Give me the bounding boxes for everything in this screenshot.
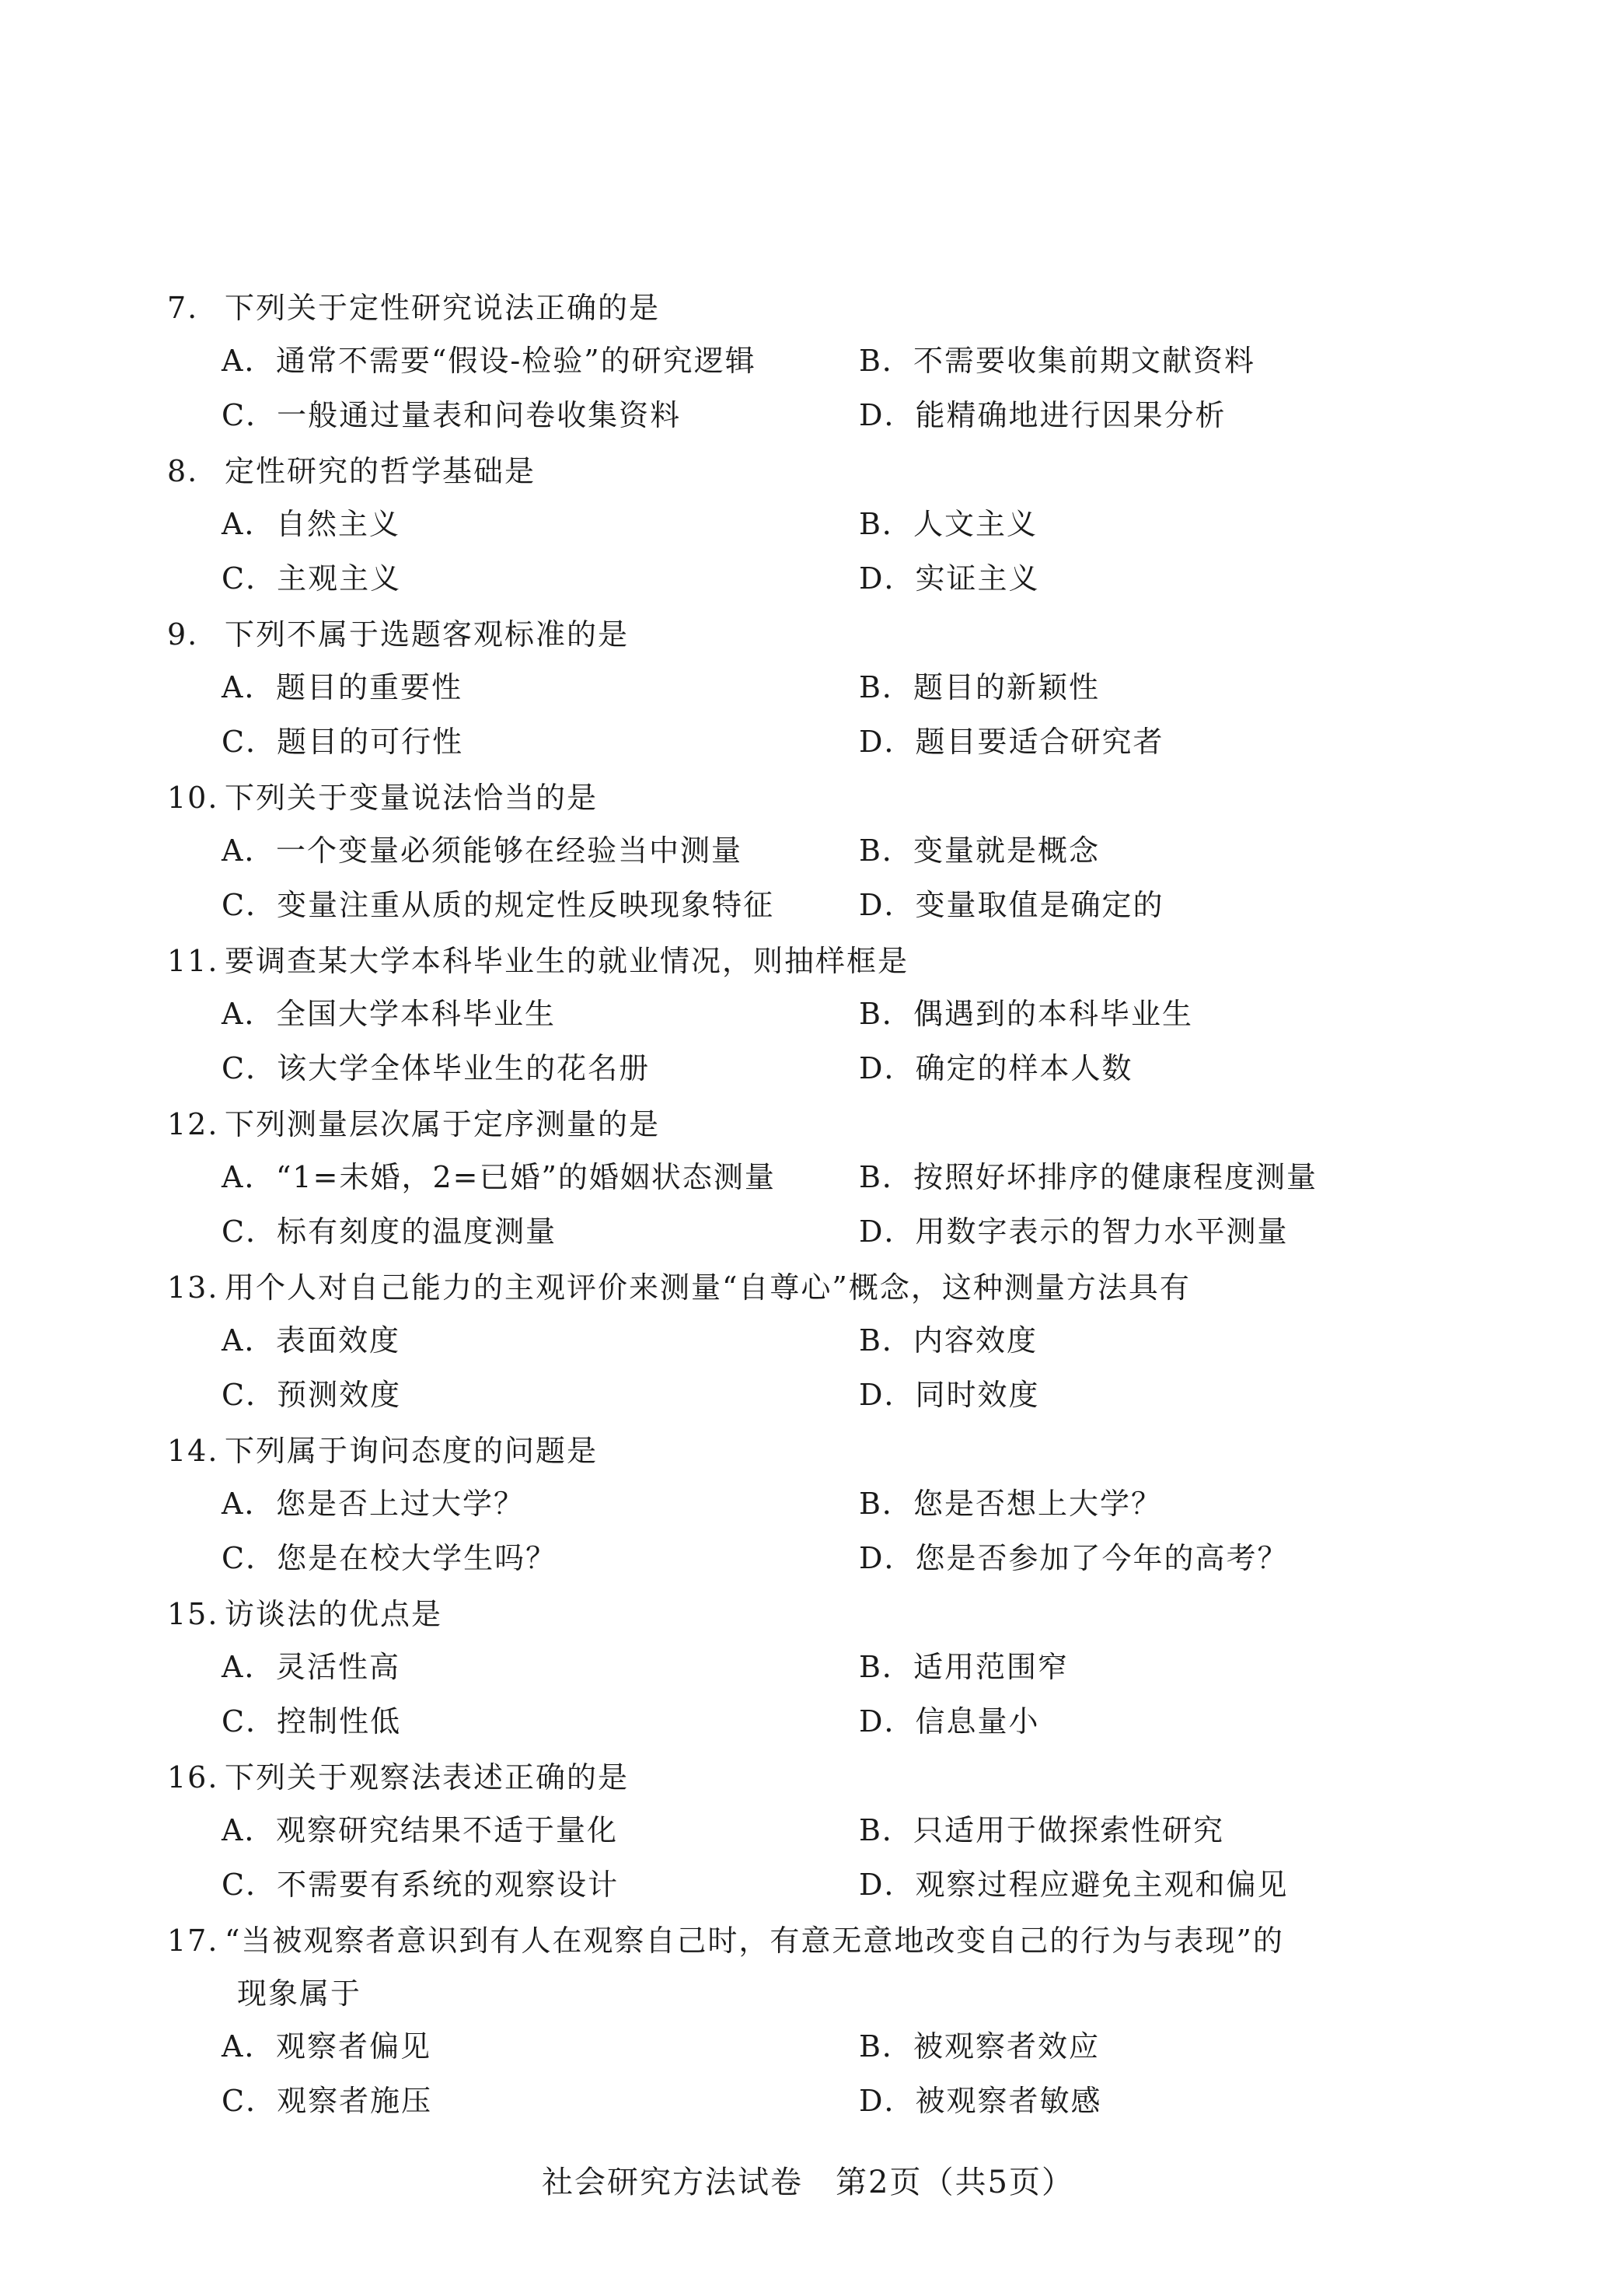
question-text: 下列关于变量说法恰当的是: [225, 781, 599, 815]
options: [167, 504, 1442, 599]
option-text: 适用范围窄: [913, 1650, 1070, 1684]
options: [167, 1483, 1442, 1578]
question-stem: [167, 1104, 1442, 1145]
option-text: 不需要有系统的观察设计: [277, 1868, 620, 1902]
option-b: [859, 504, 1496, 544]
option-letter: C．: [222, 1704, 277, 1739]
option-text: 偶遇到的本科毕业生: [913, 997, 1194, 1031]
option-text: 控制性低: [277, 1704, 402, 1739]
option-text: 变量就是概念: [913, 833, 1101, 868]
option-d: [859, 1701, 1496, 1742]
option-letter: B．: [859, 833, 913, 868]
question-8: [167, 451, 1442, 599]
option-text: 观察研究结果不适于量化: [276, 1813, 619, 1847]
option-a: [222, 504, 859, 544]
option-c: [222, 2081, 859, 2121]
question-number: 7.: [167, 291, 199, 325]
option-a: [222, 830, 859, 871]
option-letter: C．: [222, 1868, 277, 1902]
question-11: [167, 941, 1442, 1089]
option-letter: D．: [859, 1541, 916, 1575]
option-letter: D．: [859, 1378, 916, 1412]
options: [167, 830, 1442, 925]
question-text: 下列属于询问态度的问题是: [225, 1434, 599, 1468]
question-number: 13.: [167, 1270, 219, 1305]
question-text-continued: 现象属于: [237, 1976, 362, 2011]
option-d: [859, 1375, 1496, 1415]
option-b: [859, 994, 1496, 1034]
question-10: [167, 778, 1442, 925]
question-stem: [167, 288, 1442, 328]
option-text: 标有刻度的温度测量: [277, 1214, 557, 1249]
option-text: 预测效度: [277, 1378, 402, 1412]
question-text: 下列关于定性研究说法正确的是: [225, 291, 661, 325]
question-stem: [167, 1267, 1442, 1308]
question-16: [167, 1757, 1442, 1905]
option-text: 信息量小: [915, 1704, 1040, 1739]
question-12: [167, 1104, 1442, 1252]
option-text: 题目的重要性: [276, 670, 463, 704]
option-a: [222, 1647, 859, 1687]
option-letter: C．: [222, 1214, 277, 1249]
option-letter: A．: [222, 670, 276, 704]
question-number: 16.: [167, 1760, 219, 1795]
option-a: [222, 1320, 859, 1361]
option-d: [859, 722, 1496, 762]
question-text: 下列关于观察法表述正确的是: [225, 1760, 630, 1795]
question-14: [167, 1431, 1442, 1578]
question-number: 14.: [167, 1434, 219, 1468]
question-text: 下列测量层次属于定序测量的是: [225, 1107, 661, 1141]
question-stem: [167, 1431, 1442, 1471]
option-c: [222, 558, 859, 599]
option-text: 一个变量必须能够在经验当中测量: [276, 833, 743, 868]
option-text: 观察者偏见: [276, 2029, 432, 2064]
option-text: 被观察者敏感: [915, 2084, 1102, 2118]
option-letter: B．: [859, 1813, 913, 1847]
option-letter: D．: [859, 888, 916, 922]
option-text: 确定的样本人数: [915, 1051, 1133, 1085]
option-text: 变量取值是确定的: [915, 888, 1164, 922]
question-stem: [167, 614, 1442, 655]
option-a: [222, 994, 859, 1034]
options: [167, 1320, 1442, 1415]
option-text: 您是否上过大学？: [276, 1487, 525, 1521]
option-letter: C．: [222, 398, 277, 432]
option-text: 观察过程应避免主观和偏见: [915, 1868, 1289, 1902]
option-b: [859, 1647, 1496, 1687]
option-a: [222, 341, 859, 381]
question-stem: [167, 1594, 1442, 1634]
question-stem: [167, 1757, 1442, 1798]
option-text: 能精确地进行因果分析: [915, 398, 1227, 432]
question-number: 17.: [167, 1924, 219, 1958]
option-c: [222, 1375, 859, 1415]
page-footer: 社会研究方法试卷 第2页（共5页）: [542, 2165, 1074, 2200]
option-d: [859, 395, 1496, 435]
option-text: 只适用于做探索性研究: [913, 1813, 1225, 1847]
option-b: [859, 667, 1496, 708]
options: [167, 667, 1442, 762]
option-text: “1=未婚，2=已婚”的婚姻状态测量: [276, 1160, 776, 1194]
question-number: 8.: [167, 454, 199, 488]
option-letter: D．: [859, 2084, 916, 2118]
option-text: 被观察者效应: [913, 2029, 1101, 2064]
question-stem: [167, 778, 1442, 818]
option-b: [859, 1810, 1496, 1850]
option-letter: B．: [859, 1487, 913, 1521]
option-text: 不需要收集前期文献资料: [913, 344, 1256, 378]
option-letter: B．: [859, 1160, 913, 1194]
option-c: [222, 885, 859, 925]
option-d: [859, 1211, 1496, 1252]
question-number: 10.: [167, 781, 219, 815]
option-letter: D．: [859, 561, 916, 596]
options: [167, 1157, 1442, 1252]
option-c: [222, 1048, 859, 1089]
question-13: [167, 1267, 1442, 1415]
option-b: [859, 830, 1496, 871]
option-letter: D．: [859, 398, 916, 432]
option-text: 您是否想上大学？: [913, 1487, 1163, 1521]
option-text: 该大学全体毕业生的花名册: [277, 1051, 651, 1085]
option-text: 全国大学本科毕业生: [276, 997, 557, 1031]
question-number: 9.: [167, 617, 199, 652]
option-text: 一般通过量表和问卷收集资料: [277, 398, 682, 432]
option-letter: C．: [222, 1378, 277, 1412]
option-text: 主观主义: [277, 561, 402, 596]
option-letter: C．: [222, 1051, 277, 1085]
question-text: 访谈法的优点是: [225, 1597, 443, 1631]
option-letter: B．: [859, 997, 913, 1031]
question-stem: [167, 1920, 1442, 1961]
option-d: [859, 1538, 1496, 1578]
question-number: 15.: [167, 1597, 219, 1631]
options: [167, 2026, 1442, 2121]
option-text: 通常不需要“假设-检验”的研究逻辑: [276, 344, 756, 378]
option-text: 题目要适合研究者: [915, 725, 1164, 759]
option-text: 同时效度: [915, 1378, 1040, 1412]
option-text: 观察者施压: [277, 2084, 433, 2118]
option-letter: A．: [222, 1487, 276, 1521]
option-text: 表面效度: [276, 1323, 401, 1358]
option-d: [859, 2081, 1496, 2121]
option-b: [859, 1157, 1496, 1197]
option-letter: D．: [859, 725, 916, 759]
option-c: [222, 1864, 859, 1905]
option-text: 题目的新颖性: [913, 670, 1101, 704]
option-text: 按照好坏排序的健康程度测量: [913, 1160, 1318, 1194]
option-b: [859, 1483, 1496, 1524]
option-letter: A．: [222, 1160, 276, 1194]
option-a: [222, 1157, 859, 1197]
option-c: [222, 1538, 859, 1578]
option-letter: A．: [222, 1650, 276, 1684]
option-letter: B．: [859, 344, 913, 378]
option-letter: A．: [222, 997, 276, 1031]
option-c: [222, 395, 859, 435]
options: [167, 994, 1442, 1089]
option-letter: A．: [222, 1813, 276, 1847]
question-number: 11.: [167, 944, 219, 978]
option-a: [222, 2026, 859, 2067]
option-text: 用数字表示的智力水平测量: [915, 1214, 1289, 1249]
question-text: “当被观察者意识到有人在观察自己时，有意无意地改变自己的行为与表现”的: [225, 1924, 1284, 1958]
option-letter: C．: [222, 561, 277, 596]
option-d: [859, 1048, 1496, 1089]
question-stem: [167, 451, 1442, 491]
question-text: 要调查某大学本科毕业生的就业情况，则抽样框是: [225, 944, 909, 978]
option-letter: C．: [222, 725, 277, 759]
option-text: 实证主义: [915, 561, 1040, 596]
question-7: [167, 288, 1442, 435]
option-letter: B．: [859, 1323, 913, 1358]
option-c: [222, 1701, 859, 1742]
options: [167, 1647, 1442, 1742]
option-letter: C．: [222, 888, 277, 922]
option-letter: A．: [222, 507, 276, 541]
option-text: 您是在校大学生吗？: [277, 1541, 557, 1575]
option-text: 内容效度: [913, 1323, 1038, 1358]
option-letter: D．: [859, 1051, 916, 1085]
option-a: [222, 1483, 859, 1524]
question-17: [167, 1920, 1442, 2121]
option-letter: B．: [859, 1650, 913, 1684]
option-letter: D．: [859, 1704, 916, 1739]
option-letter: C．: [222, 2084, 277, 2118]
option-text: 灵活性高: [276, 1650, 401, 1684]
question-text: 下列不属于选题客观标准的是: [225, 617, 630, 652]
options: [167, 341, 1442, 435]
option-b: [859, 341, 1496, 381]
options: [167, 1810, 1442, 1905]
question-stem: [167, 941, 1442, 981]
option-letter: D．: [859, 1214, 916, 1249]
question-text: 定性研究的哲学基础是: [225, 454, 536, 488]
option-text: 您是否参加了今年的高考？: [915, 1541, 1289, 1575]
option-letter: B．: [859, 2029, 913, 2064]
option-d: [859, 1864, 1496, 1905]
option-letter: C．: [222, 1541, 277, 1575]
option-b: [859, 2026, 1496, 2067]
option-letter: D．: [859, 1868, 916, 1902]
option-letter: B．: [859, 507, 913, 541]
option-d: [859, 885, 1496, 925]
question-15: [167, 1594, 1442, 1742]
option-text: 人文主义: [913, 507, 1038, 541]
question-text: 用个人对自己能力的主观评价来测量“自尊心”概念，这种测量方法具有: [225, 1270, 1191, 1305]
option-text: 题目的可行性: [277, 725, 464, 759]
option-letter: B．: [859, 670, 913, 704]
option-letter: A．: [222, 1323, 276, 1358]
option-a: [222, 1810, 859, 1850]
option-letter: A．: [222, 2029, 276, 2064]
option-c: [222, 722, 859, 762]
option-d: [859, 558, 1496, 599]
option-c: [222, 1211, 859, 1252]
option-text: 变量注重从质的规定性反映现象特征: [277, 888, 775, 922]
option-letter: A．: [222, 344, 276, 378]
option-b: [859, 1320, 1496, 1361]
option-a: [222, 667, 859, 708]
option-text: 自然主义: [276, 507, 401, 541]
question-number: 12.: [167, 1107, 219, 1141]
question-9: [167, 614, 1442, 762]
option-letter: A．: [222, 833, 276, 868]
